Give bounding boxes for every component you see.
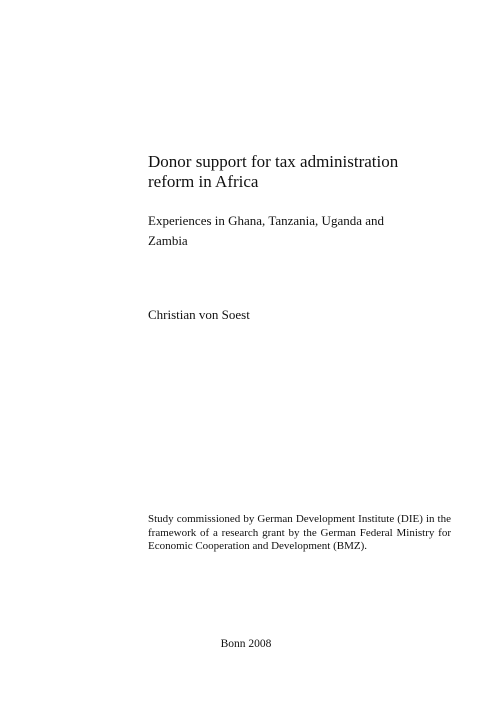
document-subtitle: Experiences in Ghana, Tanzania, Uganda and Zambia	[148, 213, 384, 248]
author-name: Christian von Soest	[148, 307, 250, 322]
place-and-year: Bonn 2008	[220, 638, 272, 650]
commission-note: Study commissioned by German Development Institute (DIE) in the framework of a research grant by the German Federal Ministry for Economic Cooperation and Development (BMZ).	[148, 513, 451, 552]
document-title: Donor support for tax administration reform in Africa	[148, 152, 399, 191]
